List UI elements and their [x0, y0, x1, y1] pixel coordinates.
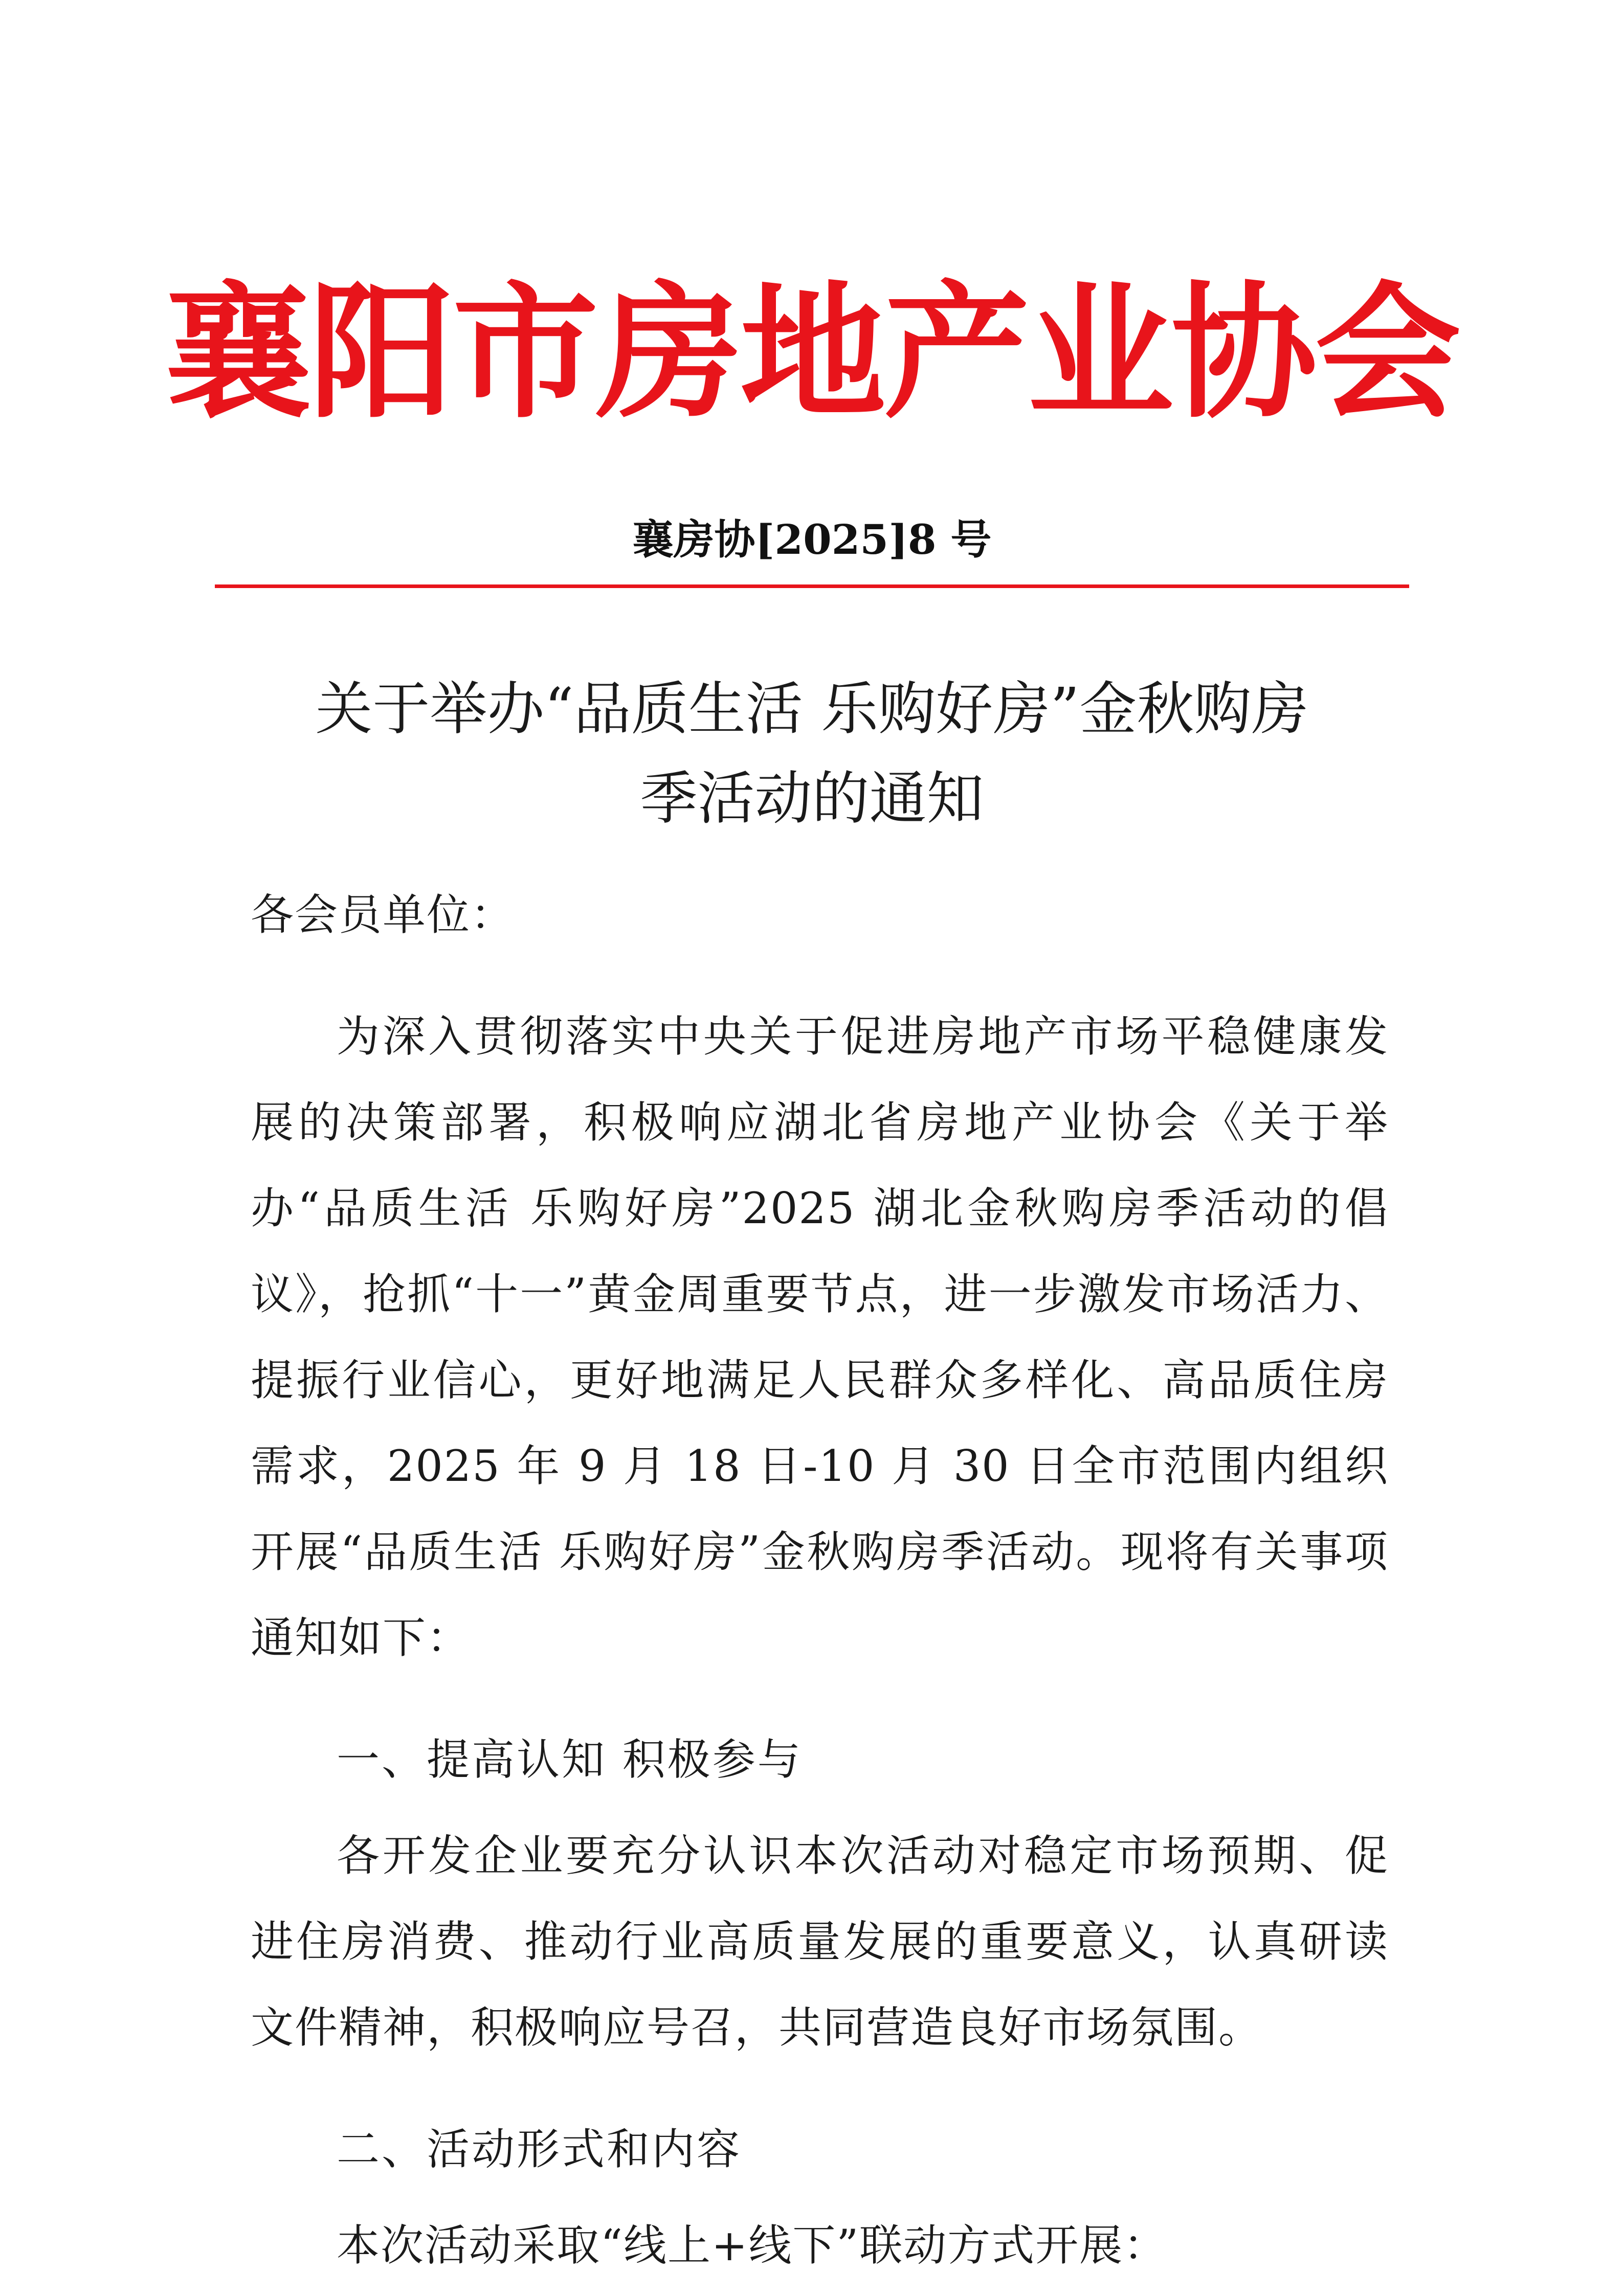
notice-body [251, 872, 1389, 2288]
section-2-heading: 二、活动形式和内容 [337, 2124, 742, 2174]
notice-title-line-1: 关于举办“品质生活 乐购好房”金秋购房 [315, 676, 1309, 742]
masthead-organization-name: 襄阳市房地产业协会 [165, 267, 1459, 438]
section-1-paragraph: 各开发企业要充分认识本次活动对稳定市场预期、促进住房消费、推动行业高质量发展的重要意义，认真研读文件精神，积极响应号召，共同营造良好市场氛围。 [251, 1831, 1389, 2053]
notice-title [215, 665, 1409, 844]
salutation: 各会员单位： [251, 890, 515, 940]
section-2-paragraph: 本次活动采取“线上+线下”联动方式开展： [337, 2220, 1168, 2270]
section-1-heading: 一、提高认知 积极参与 [337, 1735, 803, 1785]
intro-paragraph: 为深入贯彻落实中央关于促进房地产市场平稳健康发展的决策部署，积极响应湖北省房地产业协会《关于举办“品质生活 乐购好房”2025 湖北金秋购房季活动的倡议》，抢抓“十一”黄金周重要节点，进一步激发市场活力、提振行业信心，更好地满足人民群众多样化、高品质住房需求，2025 年 9 月 18 日-10 月 30 日全市范围内组织开展“品质生活 乐购好房”金秋购房季活动。现将有关事项通知如下： [251, 1011, 1389, 1663]
notice-title-line-2: 季活动的通知 [640, 766, 984, 832]
document-number: 襄房协[2025]8 号 [632, 515, 992, 564]
red-divider-line [215, 584, 1409, 588]
